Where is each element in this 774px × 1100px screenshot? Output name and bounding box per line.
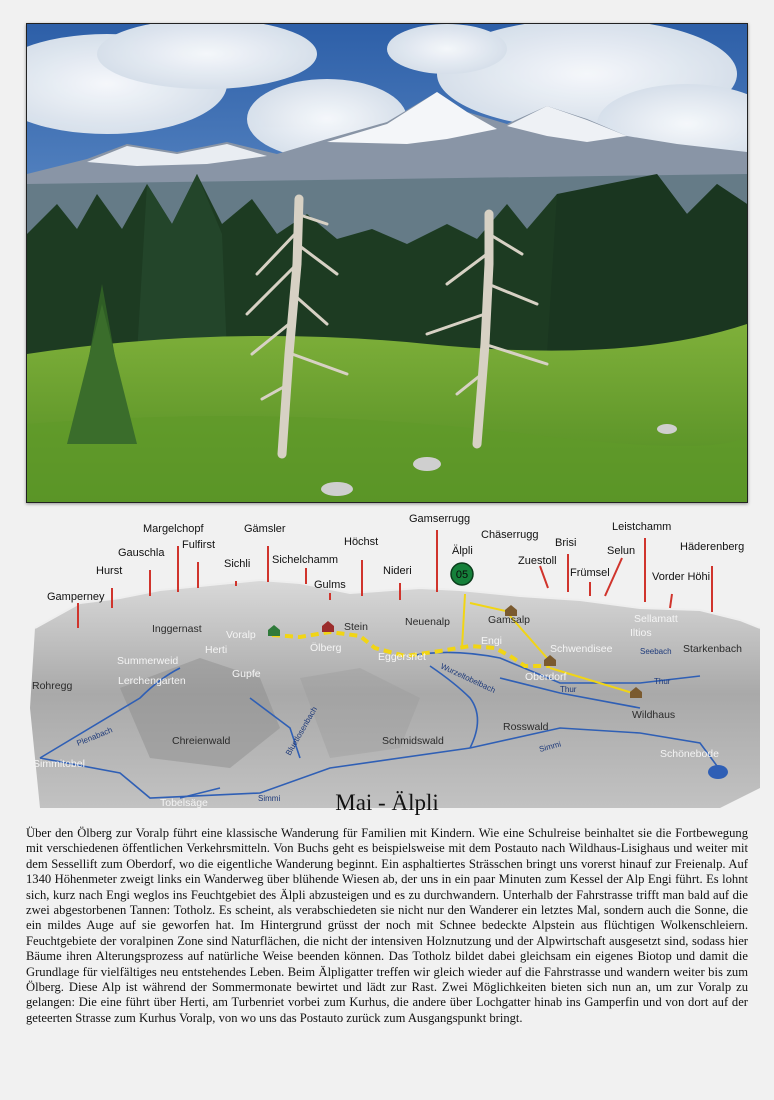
peak-label: Höchst xyxy=(344,536,379,548)
place-label: Wildhaus xyxy=(632,709,676,721)
place-label: Schönebode xyxy=(660,748,719,760)
peak-label: Gulms xyxy=(314,579,346,591)
place-label: Gupfe xyxy=(232,668,261,680)
place-label: Voralp xyxy=(226,629,256,641)
place-label: Sellamatt xyxy=(634,613,678,625)
peak-label: Zuestoll xyxy=(518,555,557,567)
peak-label: Gamperney xyxy=(47,591,105,603)
place-label: Stein xyxy=(344,621,368,633)
place-label: Inggernast xyxy=(152,623,202,635)
peak-label: Frümsel xyxy=(570,567,610,579)
peak-label: Gamserrugg xyxy=(409,513,471,525)
place-label: Starkenbach xyxy=(683,643,742,655)
place-label: Engi xyxy=(481,635,503,647)
peak-label: Sichelchamm xyxy=(272,554,339,566)
landscape-photo xyxy=(26,23,748,503)
place-label: Ölberg xyxy=(310,642,342,654)
peak-label: Vorder Höhi xyxy=(652,571,711,583)
peak-label: Häderenberg xyxy=(680,541,745,553)
place-label: Schmidswald xyxy=(382,735,444,747)
peak-label: Selun xyxy=(607,545,636,557)
water-label: Thur xyxy=(560,685,577,694)
place-label: Summerweid xyxy=(117,655,179,667)
peak-label: Hurst xyxy=(96,565,123,577)
water-label: Simmi xyxy=(258,794,281,803)
peak-label: Gauschla xyxy=(118,547,165,559)
peak-label: Fulfirst xyxy=(182,539,215,551)
water-label: Seebach xyxy=(640,647,672,656)
place-label: Oberdorf xyxy=(525,671,567,683)
place-label: Eggersriet xyxy=(378,651,426,663)
water-label: Plenabach xyxy=(75,725,114,748)
water-label: Wurzeltobelbach xyxy=(439,661,497,695)
water-label: Bluetlosenbach xyxy=(283,705,320,757)
place-label: Schwendisee xyxy=(550,643,613,655)
peak-label: Brisi xyxy=(555,537,577,549)
peak-label: Chäserrugg xyxy=(481,529,539,541)
water-label: Simmi xyxy=(538,739,562,754)
place-label: Simmitobel xyxy=(33,758,85,770)
place-label: Gamsalp xyxy=(488,614,531,626)
place-label: Lerchengarten xyxy=(118,675,186,687)
place-label: Iltios xyxy=(630,627,652,639)
water-label: Thur xyxy=(654,677,671,686)
place-label: Rohregg xyxy=(32,680,73,692)
peak-label: Gämsler xyxy=(244,523,286,535)
svg-text:05: 05 xyxy=(455,569,469,581)
place-label: Chreienwald xyxy=(172,735,231,747)
place-label: Neuenalp xyxy=(405,616,450,628)
panorama-map xyxy=(0,508,774,818)
place-label: Herti xyxy=(205,644,228,656)
article-body: Über den Ölberg zur Voralp führt eine klassische Wanderung für Familien mit Kindern. Wie eine Schulreise beinhaltet sie die Fortbewegung mit verschiedenen öffentlichen Verkehrsmitteln. Von Buchs geht es beispielsweise mit dem Postauto nach Wildhaus-Lisighaus und weiter mit dem Sessellift zum Oberdorf, wo die eigentliche Wanderung beginnt. Ein asphaltiertes Strässchen bringt uns vorerst hinauf zur Freienalp. Auf 1340 Höhenmeter zweigt links ein Wanderweg über blühende Wiesen ab, der uns in ein paar Minuten zum Kessel der Alp Engi führt. Es lohnt sich, kurz nach Engi weglos ins Feuchtgebiet des Älpli abzusteigen und es zu durchwandern. Unterhalb der Fahrstrasse trifft man bald auf die zwei abgestorbenen Tannen: Totholz. Es scheint, als verabschiedeten sie nicht nur den Wanderer ein letztes Mal, sondern auch die Sonne, die ein mildes Auge auf sie geworfen hat. Im Hintergrund grüsst der noch mit Schnee bedeckte Alpstein aus flüchtigen Wolkenschleiern. Feuchtgebiete der voralpinen Zone sind Naturflächen, die nicht der intensiven Holznutzung und der Alpwirtschaft ausgesetzt sind, sodass hier Bäume ihren Alterungsprozess auf natürliche Weise beenden können. Das Totholz bildet dabei gleichsam ein eigenes Biotop und damit die Grundlage für vielfältiges neu entstehendes Leben. Beim Älpligatter treffen wir gleich wieder auf die Fahrstrasse und wandern weiter bis zum Ölberg. Diese Alp ist während der Sommermonate bewirtet und lädt zur Rast. Zwei Möglichkeiten bieten sich nun an, um zur Voralp zu gelangen: Die eine führt über Herti, am Turbenriet vorbei zum Kurhus, die andere über Lochgatter hinab ins Gamperfin und von dort auf der geteerten Strasse zum Kurhus Voralp, von wo uns das Postauto zurück zum Ausgangspunkt bringt. xyxy=(26,826,748,1025)
peak-label: Älpli xyxy=(452,545,473,557)
peak-label: Sichli xyxy=(224,558,251,570)
peak-label: Margelchopf xyxy=(143,523,204,535)
peak-label: Nideri xyxy=(383,565,412,577)
map-title: Mai - Älpli xyxy=(335,790,439,815)
route-number-badge xyxy=(451,563,473,585)
place-label: Tobelsäge xyxy=(160,797,208,809)
peak-label: Leistchamm xyxy=(612,521,672,533)
place-label: Rosswald xyxy=(503,721,549,733)
